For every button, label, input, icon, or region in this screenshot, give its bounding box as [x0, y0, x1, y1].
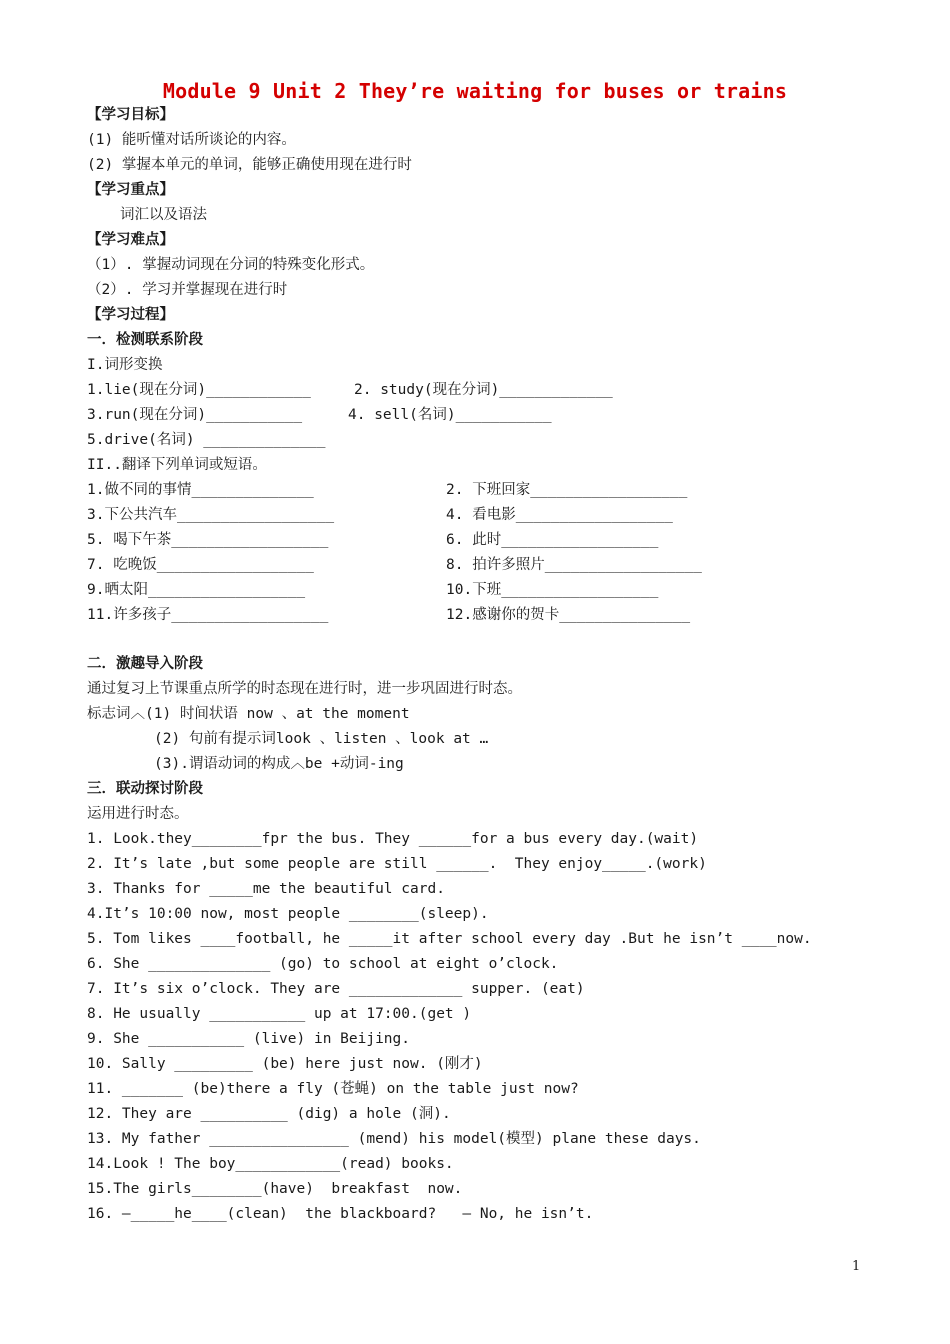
exercise-item: 3. Thanks for _____me the beautiful card. — [87, 881, 445, 897]
difficulty-item: （2）. 学习并掌握现在进行时 — [87, 282, 288, 298]
marker-line: 标志词︿(1) 时间状语 now 、at the moment — [87, 706, 410, 722]
exercise-item: 1. Look.they________fpr the bus. They ______for a bus every day.(wait) — [87, 831, 699, 847]
part2-item: 8. 拍许多照片__________________ — [446, 557, 702, 573]
page-number: 1 — [852, 1259, 861, 1274]
exercise-item: 13. My father ________________ (mend) his model(模型) plane these days. — [87, 1131, 701, 1147]
exercise-item: 6. She ______________ (go) to school at eight o’clock. — [87, 956, 559, 972]
part1-item: 4. sell(名词)___________ — [348, 407, 552, 423]
marker-item: (2) 句前有提示词look 、listen 、look at … — [154, 731, 489, 747]
objective-item: (2) 掌握本单元的单词，能够正确使用现在进行时 — [87, 157, 412, 173]
difficulty-item: （1）. 掌握动词现在分词的特殊变化形式。 — [87, 257, 375, 273]
exercise-item: 11. _______ (be)there a fly (苍蝇) on the table just now? — [87, 1081, 579, 1097]
part1-item: 2. study(现在分词)_____________ — [354, 382, 613, 398]
exercise-item: 8. He usually ___________ up at 17:00.(get ) — [87, 1006, 472, 1022]
exercise-item: 10. Sally _________ (be) here just now. (刚才) — [87, 1056, 483, 1072]
exercise-item: 12. They are __________ (dig) a hole (洞). — [87, 1106, 451, 1122]
part2-title: II..翻译下列单词或短语。 — [87, 457, 267, 473]
marker-item: (3).谓语动词的构成︿be +动词-ing — [154, 756, 404, 772]
part1-item: 5.drive(名词) ______________ — [87, 432, 326, 448]
part2-item: 4. 看电影__________________ — [446, 507, 673, 523]
exercise-item: 4.It’s 10:00 now, most people ________(sleep). — [87, 906, 489, 922]
section2-heading: 二．激趣导入阶段 — [87, 656, 203, 672]
part1-title: I.词形变换 — [87, 357, 163, 373]
part2-item: 7. 吃晚饭__________________ — [87, 557, 314, 573]
difficulties-heading: 【学习难点】 — [87, 232, 174, 248]
part2-item: 10.下班__________________ — [446, 582, 659, 598]
exercise-item: 15.The girls________(have) breakfast now. — [87, 1181, 463, 1197]
part2-item: 9.晒太阳__________________ — [87, 582, 306, 598]
part2-item: 2. 下班回家__________________ — [446, 482, 688, 498]
part1-item: 3.run(现在分词)___________ — [87, 407, 303, 423]
section3-heading: 三．联动探讨阶段 — [87, 781, 203, 797]
objectives-heading: 【学习目标】 — [87, 107, 174, 123]
part2-item: 6. 此时__________________ — [446, 532, 659, 548]
part2-item: 11.许多孩子__________________ — [87, 607, 329, 623]
section3-intro: 运用进行时态。 — [87, 806, 189, 822]
page-title: Module 9 Unit 2 They’re waiting for buses or trains — [162, 79, 788, 103]
exercise-item: 16. —_____he____(clean) the blackboard? — No, he isn’t. — [87, 1206, 594, 1222]
part2-item: 12.感谢你的贺卡_______________ — [446, 607, 691, 623]
key-points-text: 词汇以及语法 — [120, 207, 207, 223]
section1-heading: 一．检测联系阶段 — [87, 332, 203, 348]
part1-item: 1.lie(现在分词)____________ — [87, 382, 311, 398]
part2-item: 5. 喝下午茶__________________ — [87, 532, 329, 548]
objective-item: (1) 能听懂对话所谈论的内容。 — [87, 132, 296, 148]
exercise-item: 9. She ___________ (live) in Beijing. — [87, 1031, 411, 1047]
exercise-item: 5. Tom likes ____football, he _____it after school every day .But he isn’t ____now. — [87, 931, 812, 947]
exercise-item: 7. It’s six o’clock. They are _____________ supper. (eat) — [87, 981, 585, 997]
key-points-heading: 【学习重点】 — [87, 182, 174, 198]
section2-intro: 通过复习上节课重点所学的时态现在进行时，进一步巩固进行时态。 — [87, 681, 522, 697]
part2-item: 3.下公共汽车__________________ — [87, 507, 335, 523]
exercise-item: 14.Look ! The boy____________(read) books. — [87, 1156, 454, 1172]
part2-item: 1.做不同的事情______________ — [87, 482, 314, 498]
process-heading: 【学习过程】 — [87, 307, 174, 323]
exercise-item: 2. It’s late ,but some people are still ______. They enjoy_____.(work) — [87, 856, 707, 872]
